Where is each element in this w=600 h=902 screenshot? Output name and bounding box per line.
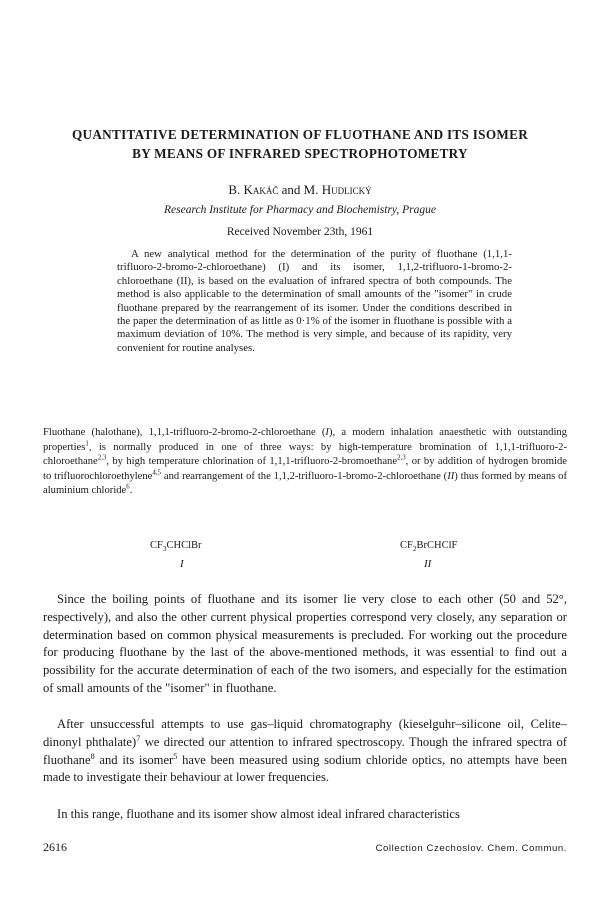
author-conjunction: and M. (278, 182, 322, 197)
formula-part: CF (400, 540, 413, 551)
reference-marker: 5 (173, 751, 178, 761)
intro-text: and rearrangement of the 1,1,2-trifluoro-1-bromo-2-chloroethane ( (160, 470, 448, 482)
authors (40, 182, 560, 198)
paper-title-line-2: BY MEANS OF INFRARED SPECTROPHOTOMETRY (132, 146, 468, 161)
formula-part: CHClBr (166, 540, 202, 551)
reference-marker: 7 (136, 733, 141, 743)
intro-text: . (129, 485, 133, 497)
author1-initial: B. (228, 182, 244, 197)
intro-text: Fluothane (halothane), 1,1,1-trifluoro-2-bromo-2-chloroethane ( (43, 427, 326, 438)
reference-marker: 2,3 (97, 454, 107, 462)
intro-text: , by high temperature chlorination of 1,1,1-trifluoro-2-bromoethane (106, 456, 398, 468)
formula-label-ii: II (424, 558, 432, 570)
formula-subscript: 3 (162, 544, 167, 554)
reference-marker: 4,5 (152, 469, 161, 477)
intro-text: , is normally produced in one of three ways: by high-temperature bromination of 1,1,1-trifluoro-2-chloroethane (43, 441, 567, 468)
formula-fluothane (150, 540, 202, 554)
abstract: A new analytical method for the determination of the purity of fluothane (1,1,1-trifluoro-2-bromo-2-chloroethane) (I) and its isomer, 1,1,2-trifluoro-1-bromo-2-chloroethane (II), is based on the evaluation of infrared spectra of both compounds. The method is also applicable to the determination of small amounts of the "isomer" in crude fluothane prepared by the rearrangement of its isomer. Under the conditions described in the paper the determination of as little as 0·1% of the isomer in fluothane is possible with a maximum deviation of 10%. The method is very simple, and because of its rapidity, very convenient for routine analyses. (117, 248, 512, 354)
body-text: and its isomer (94, 752, 174, 767)
intro-text: ) thus formed by means of aluminium chloride (43, 470, 567, 497)
body-paragraph-3: In this range, fluothane and its isomer show almost ideal infrared characteristics (57, 807, 460, 821)
paper-title-line-1: QUANTITATIVE DETERMINATION OF FLUOTHANE AND ITS ISOMER (71, 127, 529, 142)
formula-part: BrCHClF (416, 540, 458, 551)
compound-label: I (325, 427, 329, 438)
journal-name: Collection Czechoslov. Chem. Commun. (375, 843, 567, 854)
intro-text: , or by addition of hydrogen bromide to trifluorochloroethylene (43, 456, 567, 482)
reference-marker: 2,3 (397, 454, 406, 462)
body-paragraph-2 (43, 716, 567, 787)
affiliation: Research Institute for Pharmacy and Biochemistry, Prague (163, 204, 436, 216)
formula-part: CF (150, 540, 163, 551)
author1-surname: Kakáč (243, 182, 279, 197)
page-number: 2616 (43, 840, 67, 854)
formula-label-i: I (180, 558, 184, 570)
body-paragraph-1: Since the boiling points of fluothane and its isomer lie very close to each other (50 and 52°, respectively), and also the other current physical properties correspond very closely, any separation or determination based on common physical measurements is precluded. For working out the procedure for producing fluothane by the last of the above-mentioned methods, it was essential to find out a possibility for the accurate determination of each of the two isomers, and especially for the estimation of small amounts of the "isomer" in fluothane. (43, 592, 567, 695)
compound-label: II (447, 470, 455, 482)
reference-marker: 1 (85, 440, 89, 448)
formula-isomer (400, 540, 458, 554)
intro-text: ), a modern inhalation anaesthetic with outstanding properties (43, 427, 567, 453)
author2-surname: Hudlický (321, 182, 372, 197)
body-text: have been measured using sodium chloride optics, no attempts have been made to investigate their behaviour at lower frequencies. (43, 752, 567, 785)
formula-subscript: 2 (412, 544, 417, 554)
body-text: we directed our attention to infrared spectroscopy. Though the infrared spectra of fluothane (43, 734, 567, 767)
reference-marker: 8 (90, 751, 95, 761)
received-date: Received November 23th, 1961 (226, 226, 374, 238)
reference-marker: 6 (126, 483, 130, 491)
introduction-paragraph (43, 426, 567, 499)
body-text: After unsuccessful attempts to use gas–liquid chromatography (kieselguhr–silicone oil, Celite–dinonyl phthalate) (43, 717, 567, 749)
